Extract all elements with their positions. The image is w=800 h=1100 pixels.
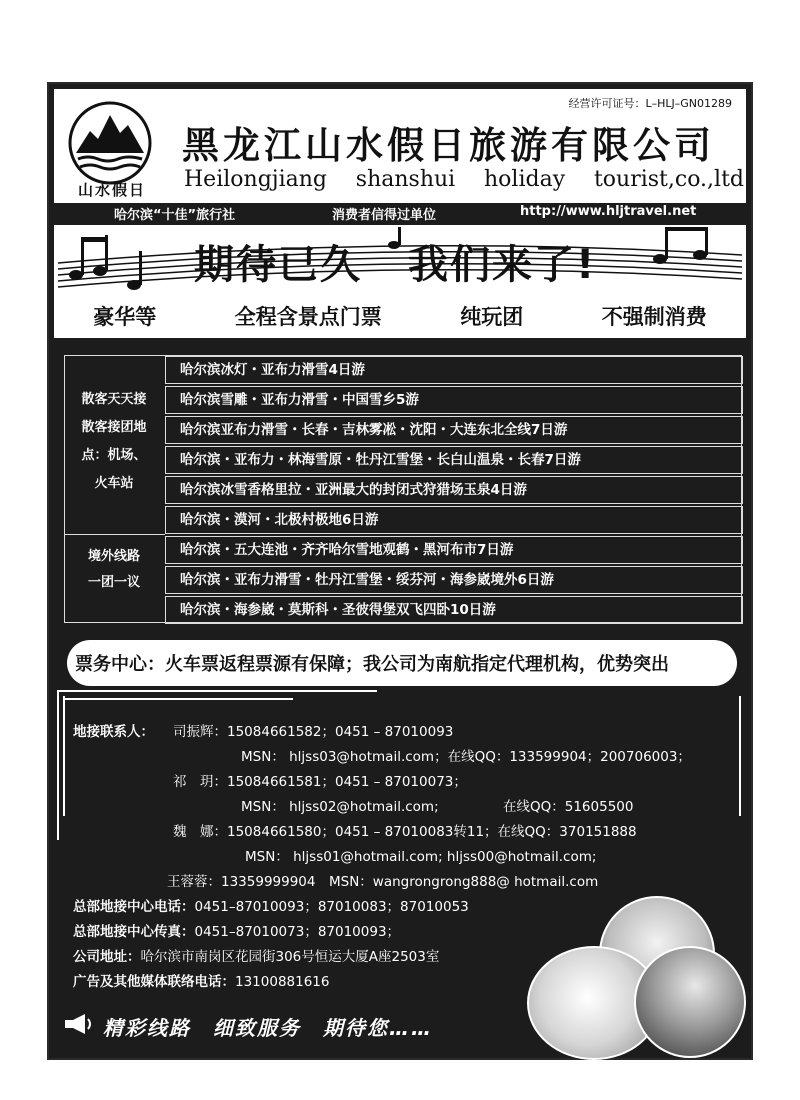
route-item: 哈尔滨・漠河・北极村极地6日游: [165, 506, 743, 534]
award-text: 哈尔滨“十佳”旅行社: [114, 208, 236, 223]
skier-photo: [634, 946, 746, 1058]
feature-list: [54, 301, 746, 331]
route-item: 哈尔滨冰雪香格里拉・亚洲最大的封闭式狩猎场玉泉4日游: [165, 476, 743, 504]
overseas-info-line: 境外线路: [87, 549, 140, 564]
company-name-en-word: Heilongjiang: [184, 167, 327, 192]
ad-phone: 13100881616: [235, 974, 330, 990]
route-item: 哈尔滨・海参崴・莫斯科・圣彼得堡双飞四卧10日游: [165, 596, 743, 624]
address-label: 公司地址：: [73, 949, 141, 965]
phone-label: 总部地接中心电话：: [73, 899, 195, 915]
contact-line: MSN： hljss01@hotmail.com; hljss00@hotmail.com;: [245, 849, 597, 865]
contact-line: 魏 娜：15084661580；0451 – 87010083转11；在线QQ：370151888: [173, 824, 637, 840]
contact-line: MSN： hljss02@hotmail.com;: [241, 799, 439, 815]
feature-item: 豪华等: [93, 304, 157, 329]
credentials-bar: [54, 203, 746, 223]
route-item: 哈尔滨冰灯・亚布力滑雪4日游: [165, 356, 743, 384]
contact-line: MSN： hljss03@hotmail.com；在线QQ：133599904；200706003；: [241, 749, 691, 765]
contact-line: 祁 玥：15084661581；0451 – 87010073；: [173, 774, 467, 790]
fax-label: 总部地接中心传真：: [73, 924, 195, 940]
route-item: 哈尔滨亚布力滑雪・长春・吉林雾凇・沈阳・大连东北全线7日游: [165, 416, 743, 444]
company-name-cn: 黑龙江山水假日旅游有限公司: [182, 124, 715, 167]
ad-header: [54, 89, 746, 203]
contact-line: 王蓉蓉：13359999904 MSN：wangrongrong888@ hotmail.com: [167, 874, 599, 890]
license-number: 经营许可证号：L–HLJ–GN01289: [568, 97, 732, 110]
contact-line: 司振辉：15084661582；0451 – 87010093: [173, 724, 454, 740]
divider: [57, 690, 377, 692]
slogan-part-2: 我们来了!: [408, 242, 597, 288]
travel-advertisement: [47, 82, 753, 1060]
company-name-en: [184, 167, 744, 192]
ad-phone-label: 广告及其他媒体联络电话：: [73, 974, 235, 990]
fax-number: 0451–87010073；87010093；: [194, 924, 401, 940]
phone-number: 0451–87010093；87010083；87010053: [194, 899, 469, 915]
route-item: 哈尔滨・五大连池・齐齐哈尔雪地观鹤・黑河布市7日游: [165, 536, 743, 564]
overseas-info: [65, 544, 163, 596]
pickup-info-line: 散客天天接: [81, 392, 147, 407]
ticket-center-text: 票务中心：火车票返程票源有保障；我公司为南航指定代理机构，优势突出: [75, 654, 669, 675]
route-item: 哈尔滨・亚布力・林海雪原・牡丹江雪堡・长白山温泉・长春7日游: [165, 446, 743, 474]
slogan-part-1: 期待已久: [194, 242, 362, 288]
company-name-en-word: shanshui: [355, 167, 456, 192]
divider: [63, 698, 293, 700]
megaphone-icon: [63, 1012, 93, 1036]
address: 哈尔滨市南岗区花园街306号恒运大厦A座2503室: [140, 949, 440, 965]
feature-item: 全程含景点门票: [234, 304, 382, 329]
pickup-info-line: 点：机场、: [81, 448, 147, 463]
pickup-info: [65, 386, 163, 498]
company-name-en-word: holiday: [484, 167, 566, 192]
contact-label: 地接联系人：: [73, 724, 154, 740]
ticket-center-banner: [67, 640, 737, 686]
route-item: 哈尔滨雪雕・亚布力滑雪・中国雪乡5游: [165, 386, 743, 414]
divider: [65, 534, 165, 535]
feature-item: 纯玩团: [460, 304, 524, 329]
divider: [739, 696, 741, 816]
pickup-info-line: 散客接团地: [81, 420, 147, 435]
overseas-info-line: 一团一议: [87, 575, 140, 590]
footer-tagline: 精彩线路 细致服务 期待您……: [103, 1016, 433, 1040]
contact-line: 在线QQ：51605500: [503, 799, 634, 815]
slogan-banner: [54, 225, 746, 338]
route-list: [165, 356, 743, 626]
route-table: [64, 355, 742, 623]
slogan: [194, 233, 596, 290]
company-name-en-word: tourist,co.,ltd: [593, 167, 744, 192]
route-item: 哈尔滨・亚布力滑雪・牡丹江雪堡・绥芬河・海参崴境外6日游: [165, 566, 743, 594]
website-link[interactable]: http://www.hljtravel.net: [520, 204, 697, 219]
logo-text: 山水假日: [77, 181, 146, 199]
mountain-logo-icon: [68, 101, 152, 185]
feature-item: 不强制消费: [601, 304, 707, 329]
pickup-info-line: 火车站: [94, 476, 134, 491]
divider: [63, 696, 65, 816]
trust-text: 消费者信得过单位: [332, 208, 437, 223]
divider: [57, 690, 59, 840]
